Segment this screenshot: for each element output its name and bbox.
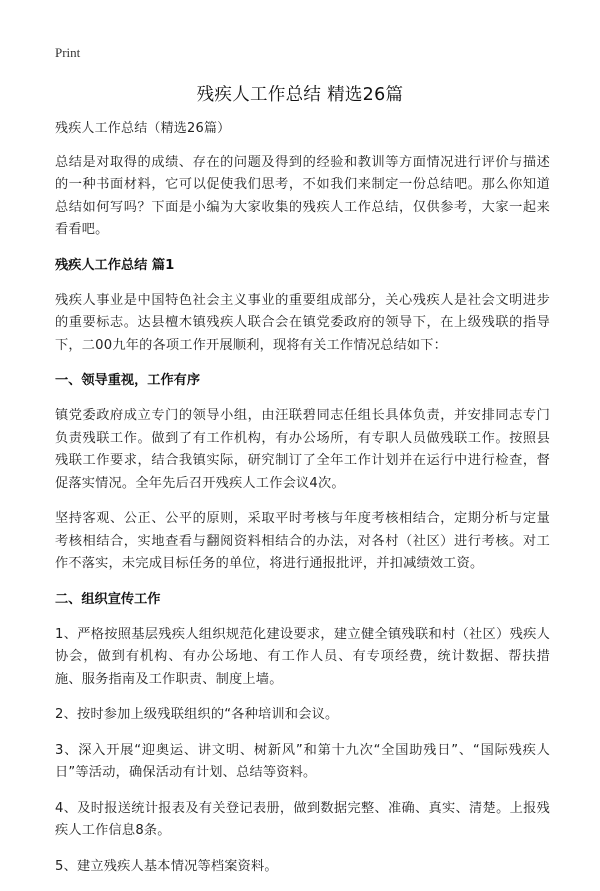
section-2-heading: 二、组织宣传工作 <box>55 591 161 607</box>
section-1-paragraph-1: 镇党委政府成立专门的领导小组，由汪联碧同志任组长具体负责，并安排同志专门负责残联工作。做到了有工作机构，有办公场所，有专职人员做残联工作。按照县残联工作要求，结合我镇实际，研究制订了全年工作计划并在运行中进行检查，督促落实情况。全年先后召开残疾人工作会议4次。 <box>55 408 550 491</box>
intro-paragraph: 总结是对取得的成绩、存在的问题及得到的经验和教训等方面情况进行评价与描述的一种书面材料，它可以促使我们思考，不如我们来制定一份总结吧。那么你知道总结如何写吗？下面是小编为大家收集的残疾人工作总结，仅供参考，大家一起来看看吧。 <box>55 154 550 237</box>
article-heading: 残疾人工作总结 篇1 <box>55 257 175 273</box>
document-subtitle: 残疾人工作总结（精选26篇） <box>55 121 231 136</box>
section-1-heading: 一、领导重视，工作有序 <box>55 373 201 388</box>
article-paragraph-1: 残疾人事业是中国特色社会主义事业的重要组成部分，关心残疾人是社会文明进步的重要标志。达县檀木镇残疾人联合会在镇党委政府的领导下，在上级残联的指导下，二00九年的各项工作开展顺利，现将有关工作情况总结如下： <box>55 292 550 353</box>
section-2-item-2: 2、按时参加上级残联组织的“各种培训和会议。 <box>55 707 339 722</box>
section-2-item-3: 3、深入开展“迎奥运、讲文明、树新风”和第十九次“全国助残日”、“国际残疾人日”等活动，确保活动有计划、总结等资料。 <box>55 742 550 780</box>
section-2-item-4: 4、及时报送统计报表及有关登记表册，做到数据完整、准确、真实、清楚。上报残疾人工作信息8条。 <box>55 800 550 838</box>
print-link[interactable]: Print <box>55 45 81 60</box>
document-body <box>55 118 550 891</box>
section-1-paragraph-2: 坚持客观、公正、公平的原则，采取平时考核与年度考核相结合，定期分析与定量考核相结合，实地查看与翻阅资料相结合的办法，对各村（社区）进行考核。对工作不落实，未完成目标任务的单位，将进行通报批评，并扣减绩效工资。 <box>55 511 550 571</box>
page-title: 残疾人工作总结 精选26篇 <box>196 85 404 105</box>
section-2-item-5: 5、建立残疾人基本情况等档案资料。 <box>55 858 278 874</box>
section-2-item-1: 1、严格按照基层残疾人组织规范化建设要求，建立健全镇残联和村（社区）残疾人协会，做到有机构、有办公场地、有工作人员、有专项经费，统计数据、帮扶措施、服务指南及工作职责、制度上墙。 <box>55 626 550 687</box>
